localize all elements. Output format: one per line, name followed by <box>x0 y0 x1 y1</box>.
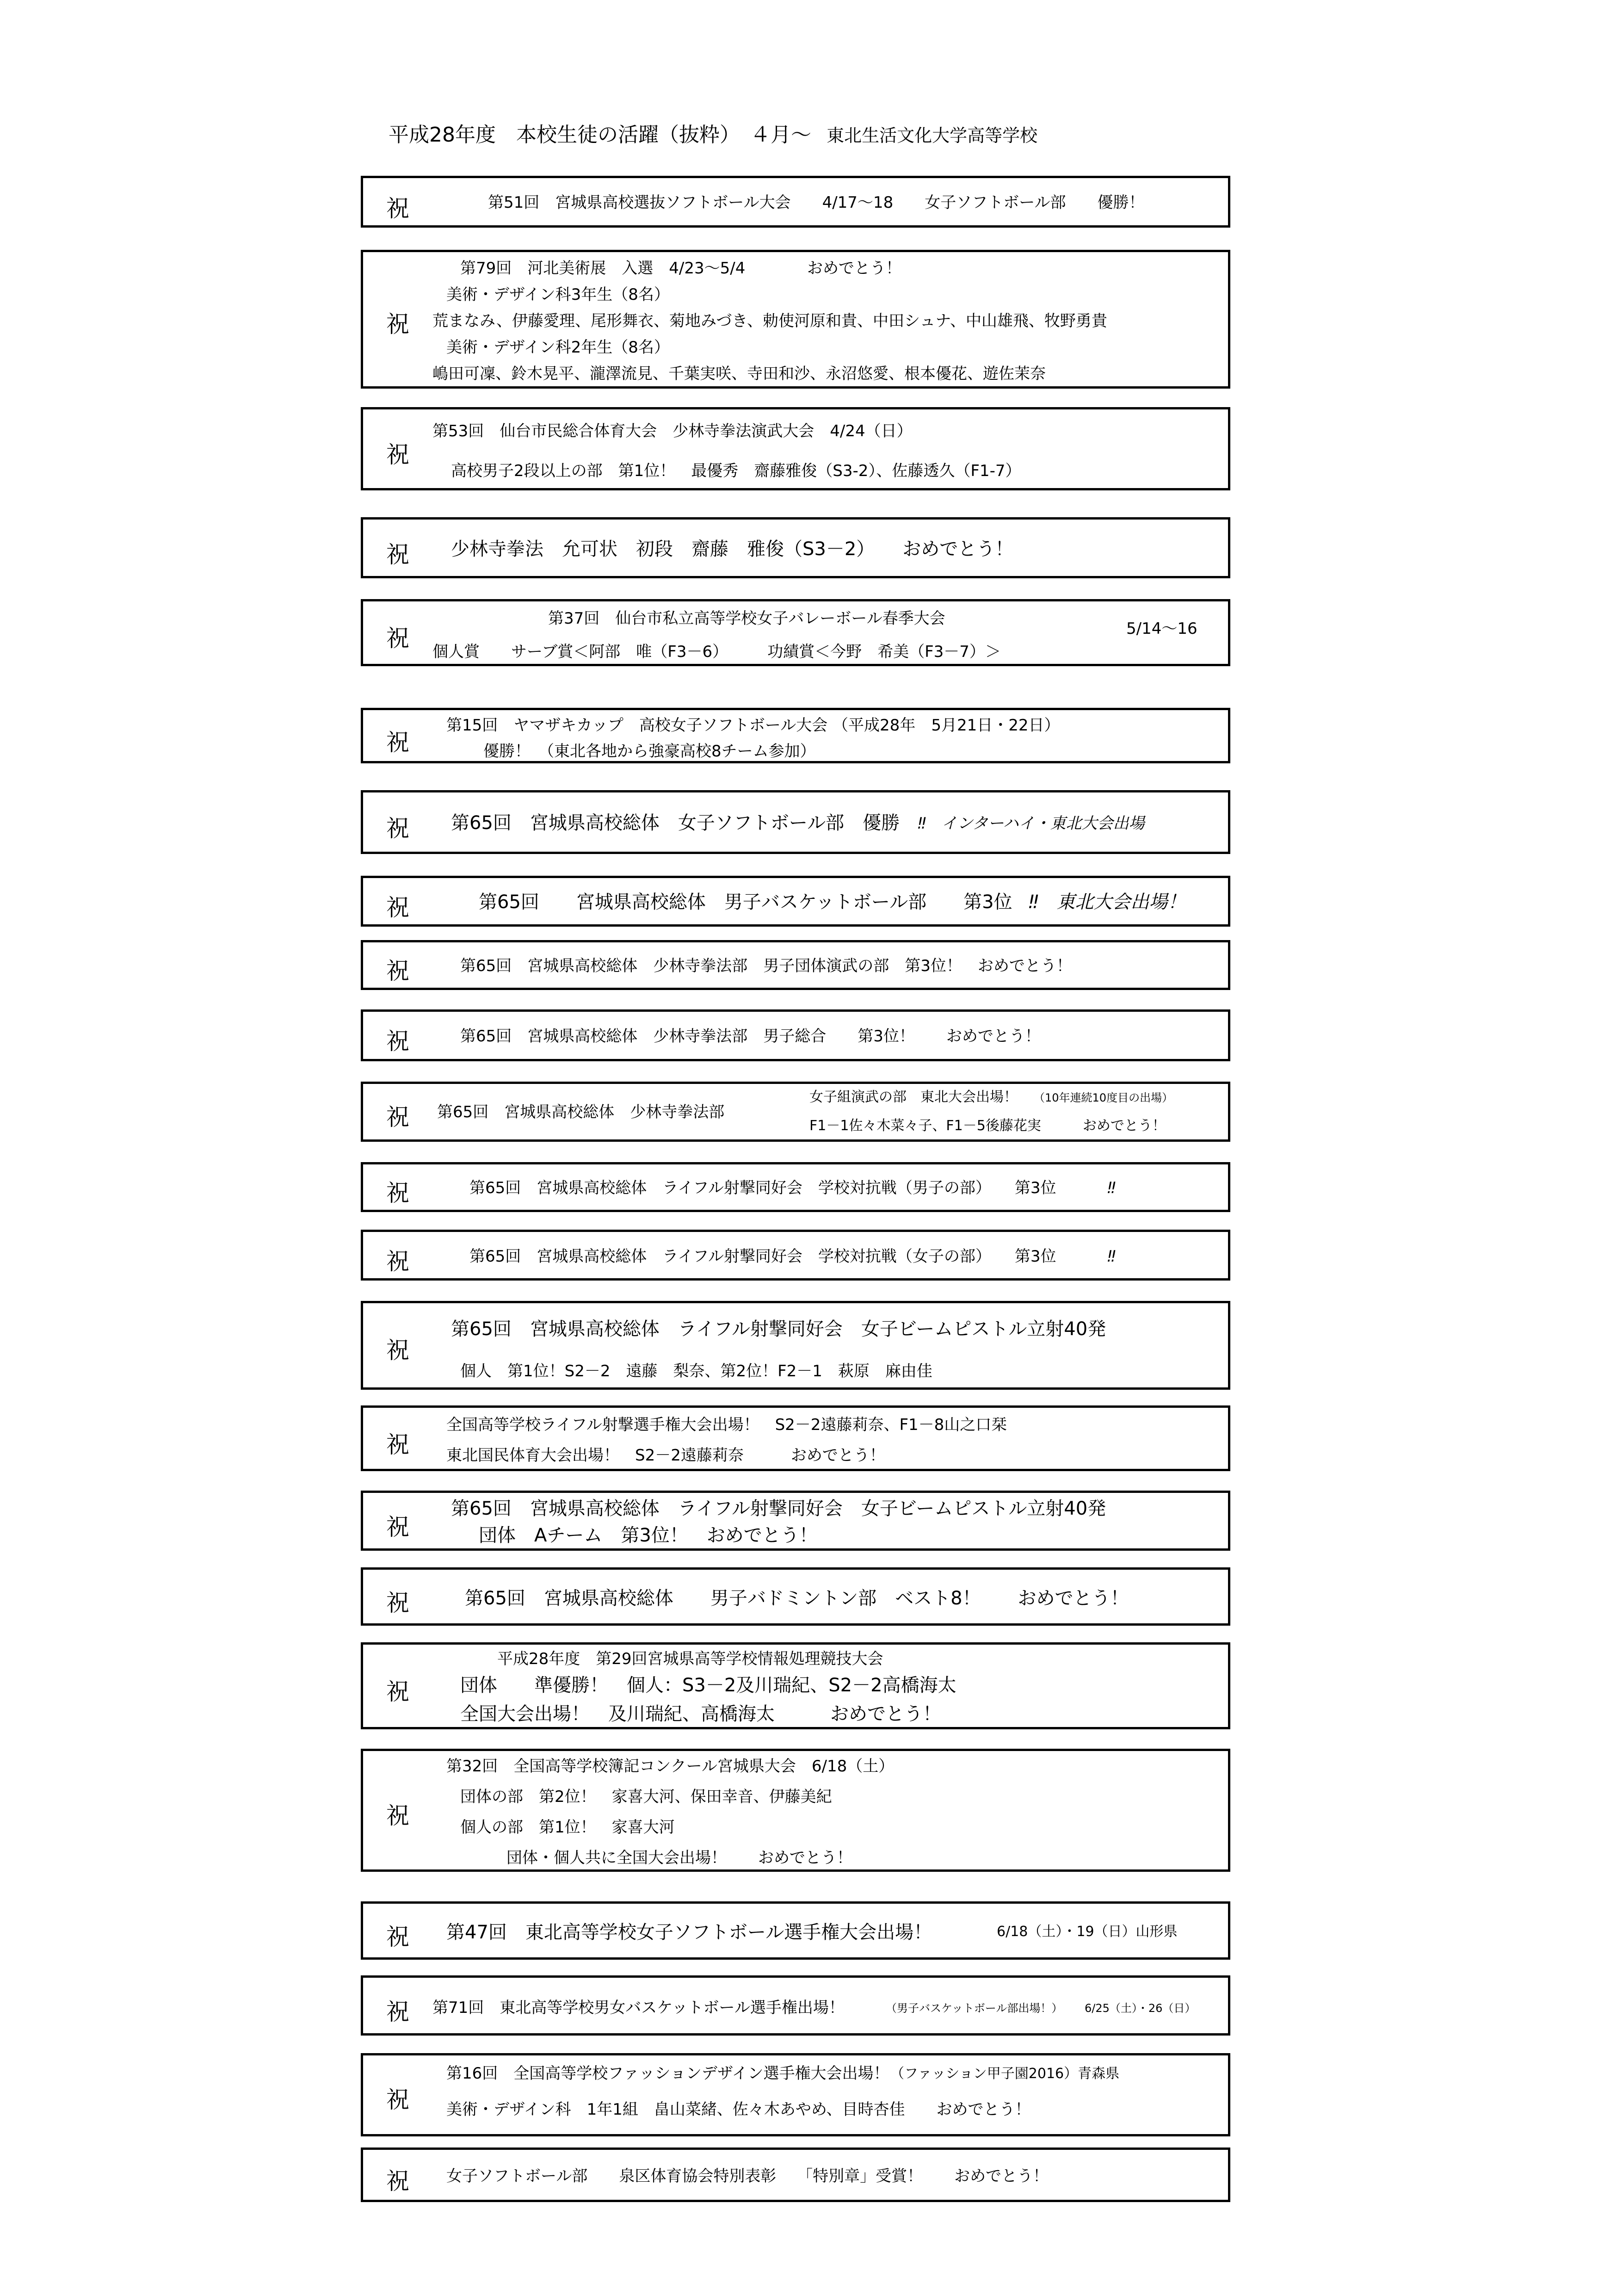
entry-text: 第37回 仙台市私立高等学校女子バレーボール春季大会 <box>548 609 945 628</box>
celebration-mark: 祝 <box>386 1180 409 1207</box>
celebration-mark: 祝 <box>386 729 409 756</box>
entry-text: 団体 準優勝！ 個人：S3－2及川瑞紀、S2－2高橋海太 <box>460 1675 957 1696</box>
achievement-entry <box>361 1975 1230 2036</box>
achievement-entry <box>361 1567 1230 1626</box>
celebration-mark: 祝 <box>386 1999 409 2025</box>
entry-text: 第65回 宮城県高校総体 少林寺拳法部 男子団体演武の部 第3位！ おめでとう！ <box>460 957 1072 975</box>
entry-text: 第65回 宮城県高校総体 少林寺拳法部 <box>437 1103 725 1121</box>
entry-text: 美術・デザイン科2年生（8名） <box>446 338 670 357</box>
celebration-mark: 祝 <box>386 311 409 338</box>
celebration-mark: 祝 <box>386 894 409 921</box>
entry-text: 全国大会出場！ 及川瑞紀、高橋海太 おめでとう！ <box>460 1703 941 1725</box>
celebration-mark: 祝 <box>386 1802 409 1829</box>
celebration-mark: 祝 <box>386 195 409 222</box>
achievement-entry <box>361 940 1230 990</box>
celebration-mark: 祝 <box>386 815 409 842</box>
entry-text: 美術・デザイン科 1年1組 畠山菜緒、佐々木あやめ、目時杏佳 おめでとう！ <box>446 2100 1031 2119</box>
achievement-entry <box>361 1749 1230 1872</box>
achievement-entry <box>361 708 1230 763</box>
entry-text: 第65回 宮城県高校総体 女子ソフトボール部 優勝 <box>451 812 900 834</box>
entry-text: ‼ インターハイ・東北大会出場 <box>918 814 1145 833</box>
achievement-entry <box>361 876 1230 927</box>
entry-text: （ファッション甲子園2016）青森県 <box>890 2066 1120 2082</box>
entry-text: 第47回 東北高等学校女子ソフトボール選手権大会出場！ <box>446 1922 932 1943</box>
entry-text: 高校男子2段以上の部 第1位！ 最優秀 齋藤雅俊（S3-2）、佐藤透久（F1-7） <box>451 462 1021 480</box>
entry-text: 第16回 全国高等学校ファッションデザイン選手権大会出場！ <box>446 2064 889 2083</box>
celebration-mark: 祝 <box>386 1678 409 1705</box>
entry-text: 東北国民体育大会出場！ S2－2遠藤莉奈 おめでとう！ <box>446 1446 885 1465</box>
achievement-entry <box>361 599 1230 666</box>
entry-text: 第79回 河北美術展 入選 4/23～5/4 <box>460 259 746 278</box>
entry-text: 個人 第1位！S2－2 遠藤 梨奈、第2位！F2－1 萩原 麻由佳 <box>460 1362 932 1380</box>
entry-date: 5/14～16 <box>1126 619 1197 638</box>
entry-text: 女子組演武の部 東北大会出場！ <box>809 1089 1018 1105</box>
celebration-mark: 祝 <box>386 1514 409 1541</box>
achievement-entry <box>361 1642 1230 1729</box>
page-title: 平成28年度 本校生徒の活躍（抜粋） ４月～ <box>389 123 811 147</box>
achievement-entry <box>361 1009 1230 1061</box>
entry-text: 少林寺拳法 允可状 初段 齋藤 雅俊（S3－2） おめでとう！ <box>451 538 1014 560</box>
entry-text: 平成28年度 第29回宮城県高等学校情報処理競技大会 <box>497 1650 883 1668</box>
achievement-entry <box>361 517 1230 578</box>
entry-text: 第65回 宮城県高校総体 ライフル射撃同好会 学校対抗戦（男子の部） 第3位 <box>469 1179 1056 1197</box>
achievement-entry <box>361 1162 1230 1212</box>
achievement-entry <box>361 1405 1230 1471</box>
celebration-mark: 祝 <box>386 1248 409 1275</box>
entry-text: おめでとう！ <box>807 259 901 278</box>
entry-text: 第53回 仙台市民総合体育大会 少林寺拳法演武大会 4/24（日） <box>432 422 913 440</box>
celebration-mark: 祝 <box>386 1104 409 1131</box>
entry-text: （男子バスケットボール部出場！） <box>886 2002 1063 2015</box>
entry-text: 第65回 宮城県高校総体 少林寺拳法部 男子総合 第3位！ おめでとう！ <box>460 1027 1041 1046</box>
entry-text: 第65回 宮城県高校総体 ライフル射撃同好会 学校対抗戦（女子の部） 第3位 <box>469 1247 1056 1266</box>
celebration-mark: 祝 <box>386 1337 409 1364</box>
entry-text: 第15回 ヤマザキカップ 高校女子ソフトボール大会 （平成28年 5月21日・22日） <box>446 716 1060 735</box>
entry-text: 団体の部 第2位！ 家喜大河、保田幸音、伊藤美紀 <box>460 1788 832 1806</box>
achievement-entry <box>361 250 1230 389</box>
entry-text: 嶋田可凜、鈴木晃平、瀧澤流見、千葉実咲、寺田和沙、永沼悠愛、根本優花、遊佐茉奈 <box>432 365 1046 383</box>
celebration-mark: 祝 <box>386 2086 409 2113</box>
entry-text: 荒まなみ、伊藤愛理、尾形舞衣、菊地みづき、勅使河原和貴、中田シュナ、中山雄飛、牧野勇貴 <box>432 312 1107 330</box>
entry-text: ‼ <box>1108 1247 1116 1266</box>
achievement-entry <box>361 176 1230 228</box>
achievement-entry <box>361 2053 1230 2136</box>
achievement-entry <box>361 2147 1230 2202</box>
achievement-entry <box>361 1491 1230 1551</box>
celebration-mark: 祝 <box>386 958 409 984</box>
entry-text: 個人賞 サーブ賞＜阿部 唯（F3－6） 功績賞＜今野 希美（F3－7）＞ <box>432 643 1001 661</box>
entry-text: 6/18（土）・19（日）山形県 <box>997 1924 1178 1940</box>
entry-text: （10年連続10度目の出場） <box>1034 1091 1173 1104</box>
celebration-mark: 祝 <box>386 1924 409 1950</box>
entry-text: 第32回 全国高等学校簿記コンクール宮城県大会 6/18（土） <box>446 1757 895 1776</box>
achievement-entry <box>361 1301 1230 1390</box>
achievement-entry <box>361 1230 1230 1281</box>
celebration-mark: 祝 <box>386 541 409 568</box>
achievement-entry <box>361 1901 1230 1960</box>
entry-text: 第51回 宮城県高校選抜ソフトボール大会 4/17～18 女子ソフトボール部 優勝！ <box>488 193 1145 212</box>
celebration-mark: 祝 <box>386 625 409 652</box>
entry-text: 第65回 宮城県高校総体 男子バドミントン部 ベスト8！ おめでとう！ <box>465 1588 1129 1609</box>
entry-text: 第65回 宮城県高校総体 男子バスケットボール部 第3位 <box>479 891 1012 913</box>
page-header <box>389 118 1314 146</box>
celebration-mark: 祝 <box>386 2168 409 2195</box>
entry-text: 全国高等学校ライフル射撃選手権大会出場！ S2－2遠藤莉奈、F1－8山之口栞 <box>446 1416 1007 1434</box>
achievement-entry <box>361 1082 1230 1142</box>
entry-text: ‼ <box>1108 1179 1116 1197</box>
entry-text: 女子ソフトボール部 泉区体育協会特別表彰 「特別章」受賞！ おめでとう！ <box>446 2167 1049 2185</box>
entry-text: 個人の部 第1位！ 家喜大河 <box>460 1818 675 1837</box>
entry-text: F1－1佐々木菜々子、F1－5後藤花実 おめでとう！ <box>809 1118 1166 1134</box>
entry-text: 優勝！ （東北各地から強豪高校8チーム参加） <box>483 742 816 761</box>
entry-text: ‼ 東北大会出場！ <box>1029 891 1186 913</box>
school-name: 東北生活文化大学高等学校 <box>827 125 1038 146</box>
celebration-mark: 祝 <box>386 441 409 468</box>
celebration-mark: 祝 <box>386 1590 409 1616</box>
entry-text: 6/25（土）・26（日） <box>1085 2002 1196 2015</box>
achievement-entry <box>361 790 1230 854</box>
entry-text: 団体 Aチーム 第3位！ おめでとう！ <box>479 1525 818 1546</box>
achievement-entry <box>361 407 1230 490</box>
celebration-mark: 祝 <box>386 1431 409 1458</box>
celebration-mark: 祝 <box>386 1028 409 1055</box>
entry-text: 美術・デザイン科3年生（8名） <box>446 285 670 304</box>
entry-text: 第65回 宮城県高校総体 ライフル射撃同好会 女子ビームピストル立射40発 <box>451 1498 1106 1519</box>
entry-text: 第65回 宮城県高校総体 ライフル射撃同好会 女子ビームピストル立射40発 <box>451 1318 1106 1340</box>
entry-text: 団体・個人共に全国大会出場！ おめでとう！ <box>506 1849 852 1867</box>
entry-text: 第71回 東北高等学校男女バスケットボール選手権出場！ <box>432 1999 845 2017</box>
